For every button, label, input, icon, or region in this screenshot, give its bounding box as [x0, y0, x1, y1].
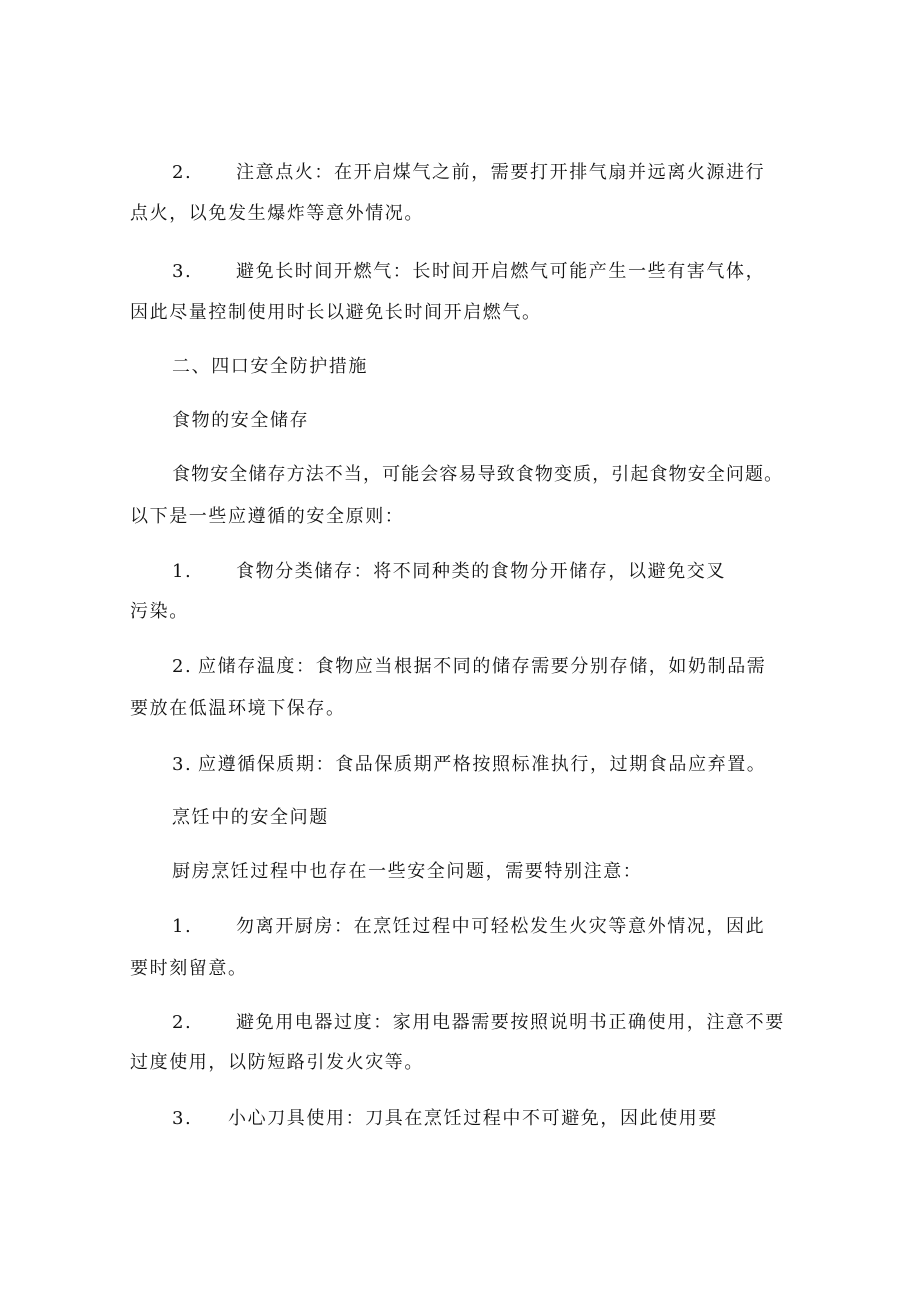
list-item-text: 避免用电器过度：家用电器需要按照说明书正确使用，注意不要 — [236, 1012, 785, 1033]
paragraph-line-1: 厨房烹饪过程中也存在一些安全问题，需要特别注意： — [172, 861, 643, 882]
list-item-3-line-2: 因此尽量控制使用时长以避免长时间开启燃气。 — [130, 302, 542, 323]
list-item-text: 应储存温度：食物应当根据不同的储存需要分别存储，如奶制品需 — [198, 656, 767, 677]
list-item-text: 勿离开厨房：在烹饪过程中可轻松发生火灾等意外情况，因此 — [236, 916, 766, 937]
list-number: 2. — [172, 656, 193, 677]
list-item-text: 小心刀具使用：刀具在烹饪过程中不可避免，因此使用要 — [228, 1108, 718, 1129]
list-item-2-line-2: 点火，以免发生爆炸等意外情况。 — [130, 203, 424, 224]
list-number: 1. — [172, 916, 193, 937]
list-number: 2. — [172, 162, 193, 183]
list-item-text: 注意点火：在开启煤气之前，需要打开排气扇并远离火源进行 — [236, 162, 766, 183]
list-item-2-line-2: 过度使用，以防短路引发火灾等。 — [130, 1052, 424, 1073]
list-item-1-line-2: 要时刻留意。 — [130, 958, 248, 979]
paragraph-line-2: 以下是一些应遵循的安全原则： — [130, 506, 405, 527]
section-heading: 二、四口安全防护措施 — [172, 356, 368, 377]
list-item-text: 食物分类储存：将不同种类的食物分开储存，以避免交叉 — [236, 561, 726, 582]
list-number: 2. — [172, 1012, 193, 1033]
list-number: 1. — [172, 561, 193, 582]
subsection-heading: 食物的安全储存 — [172, 410, 310, 431]
list-item-text: 避免长时间开燃气：长时间开启燃气可能产生一些有害气体， — [236, 261, 766, 282]
list-number: 3. — [172, 1108, 193, 1129]
list-number: 3. — [172, 261, 193, 282]
subsection-heading: 烹饪中的安全问题 — [172, 807, 329, 828]
list-item-2-line-2: 要放在低温环境下保存。 — [130, 698, 346, 719]
list-number: 3. — [172, 754, 193, 775]
list-item-1-line-2: 污染。 — [130, 601, 189, 622]
paragraph-line-1: 食物安全储存方法不当，可能会容易导致食物变质，引起食物安全问题。 — [172, 464, 784, 485]
list-item-text: 应遵循保质期：食品保质期严格按照标准执行，过期食品应弃置。 — [198, 754, 767, 775]
